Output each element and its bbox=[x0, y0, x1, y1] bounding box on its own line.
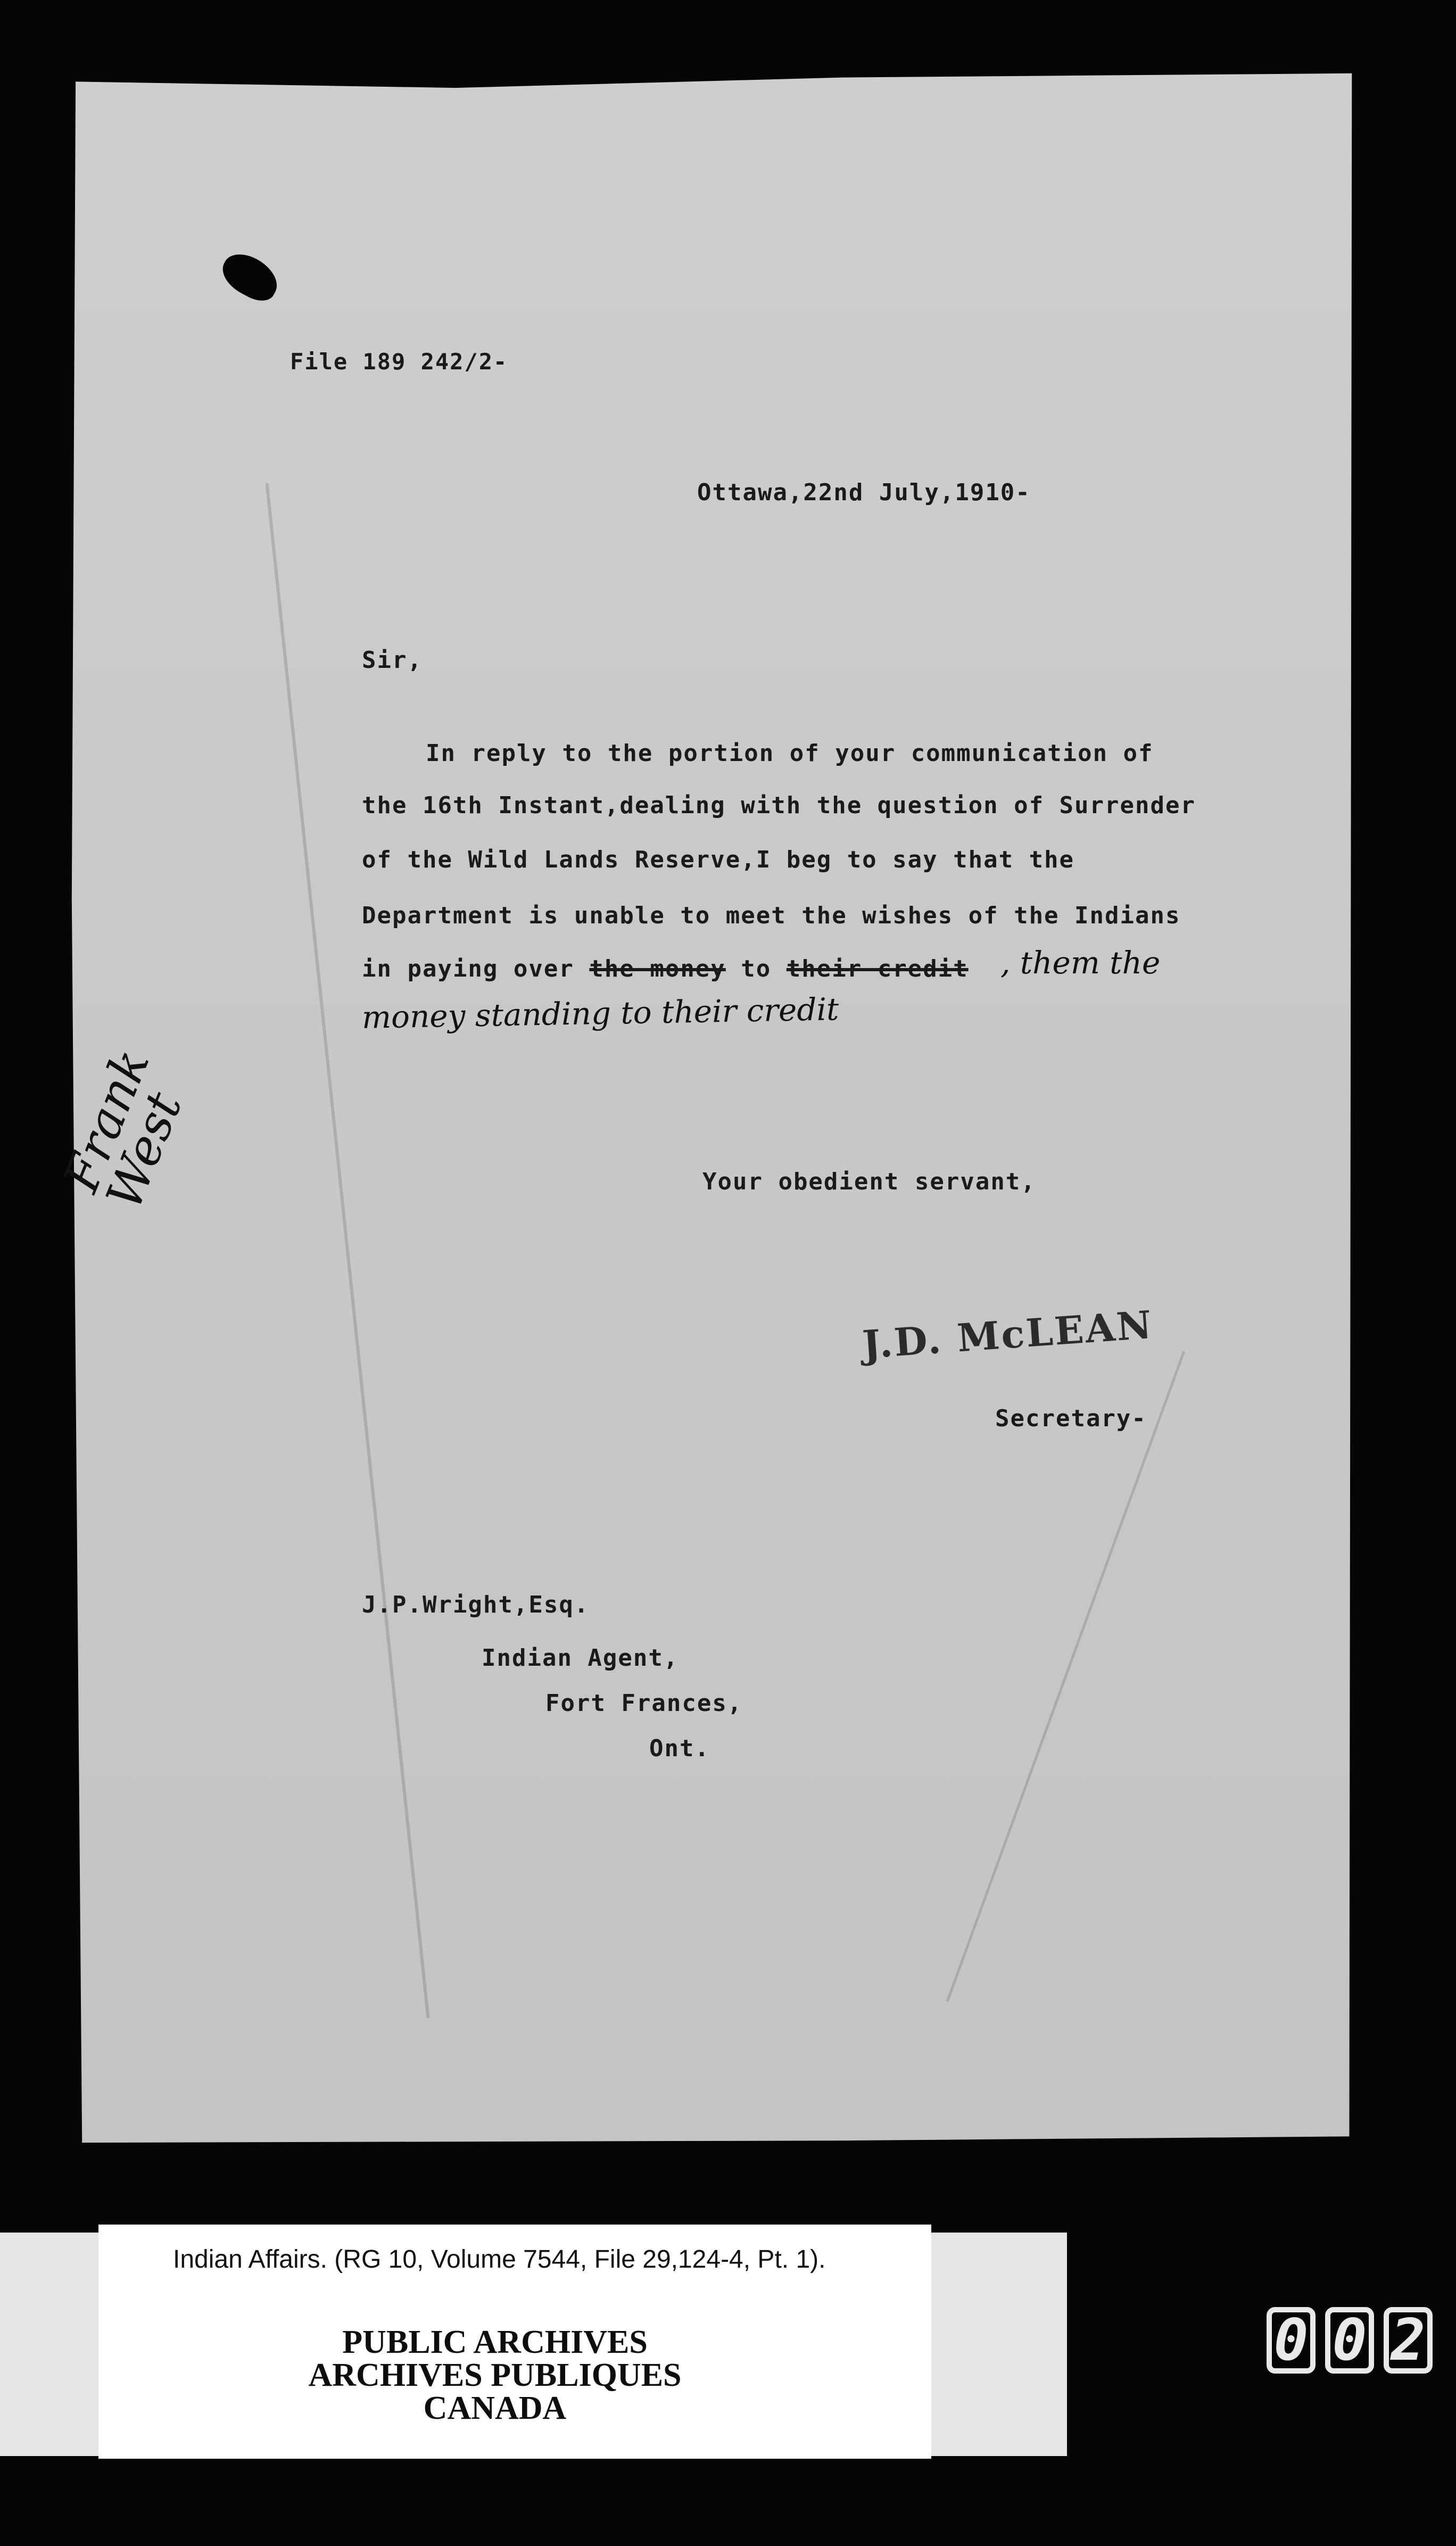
struck-text: their credit bbox=[786, 955, 969, 982]
archive-line-3: CANADA bbox=[423, 2390, 567, 2426]
signature-stamp: J.D. McLEAN bbox=[861, 1302, 1155, 1367]
archive-line-2: ARCHIVES PUBLIQUES bbox=[308, 2357, 682, 2393]
frame-counter bbox=[1267, 2307, 1433, 2374]
line-start: in paying over bbox=[362, 955, 574, 982]
file-reference: File 189 242/2- bbox=[290, 349, 508, 375]
counter-digit: 0 bbox=[1267, 2307, 1316, 2374]
line-mid: to bbox=[741, 955, 772, 982]
counter-digit: 0 bbox=[1325, 2307, 1374, 2374]
archive-reference: Indian Affairs. (RG 10, Volume 7544, File 29,124-4, Pt. 1). bbox=[173, 2245, 826, 2274]
signatory-title: Secretary- bbox=[995, 1405, 1147, 1432]
body-line-2: the 16th Instant,dealing with the question of Surrender bbox=[362, 792, 1196, 819]
addressee-name: J.P.Wright,Esq. bbox=[362, 1591, 590, 1618]
body-line-4: Department is unable to meet the wishes of the Indians bbox=[362, 902, 1181, 929]
closing: Your obedient servant, bbox=[702, 1168, 1036, 1195]
body-line-1: In reply to the portion of your communication of bbox=[426, 740, 1154, 767]
struck-text: the money bbox=[589, 955, 726, 982]
addressee-province: Ont. bbox=[649, 1735, 710, 1762]
counter-digit: 2 bbox=[1384, 2307, 1433, 2374]
body-line-3: of the Wild Lands Reserve,I beg to say that the bbox=[362, 846, 1075, 873]
addressee-city: Fort Frances, bbox=[545, 1690, 743, 1717]
addressee-position: Indian Agent, bbox=[482, 1644, 679, 1672]
margin-handwriting: Frank West bbox=[52, 1041, 194, 1217]
date-line: Ottawa,22nd July,1910- bbox=[697, 479, 1031, 506]
handwritten-insert: money standing to their credit bbox=[361, 991, 839, 1036]
archive-line-1: PUBLIC ARCHIVES bbox=[342, 2324, 648, 2360]
handwritten-insert: , them the bbox=[1000, 945, 1161, 981]
salutation: Sir, bbox=[362, 647, 423, 674]
archive-name bbox=[229, 2326, 761, 2425]
body-line-5 bbox=[362, 955, 969, 982]
